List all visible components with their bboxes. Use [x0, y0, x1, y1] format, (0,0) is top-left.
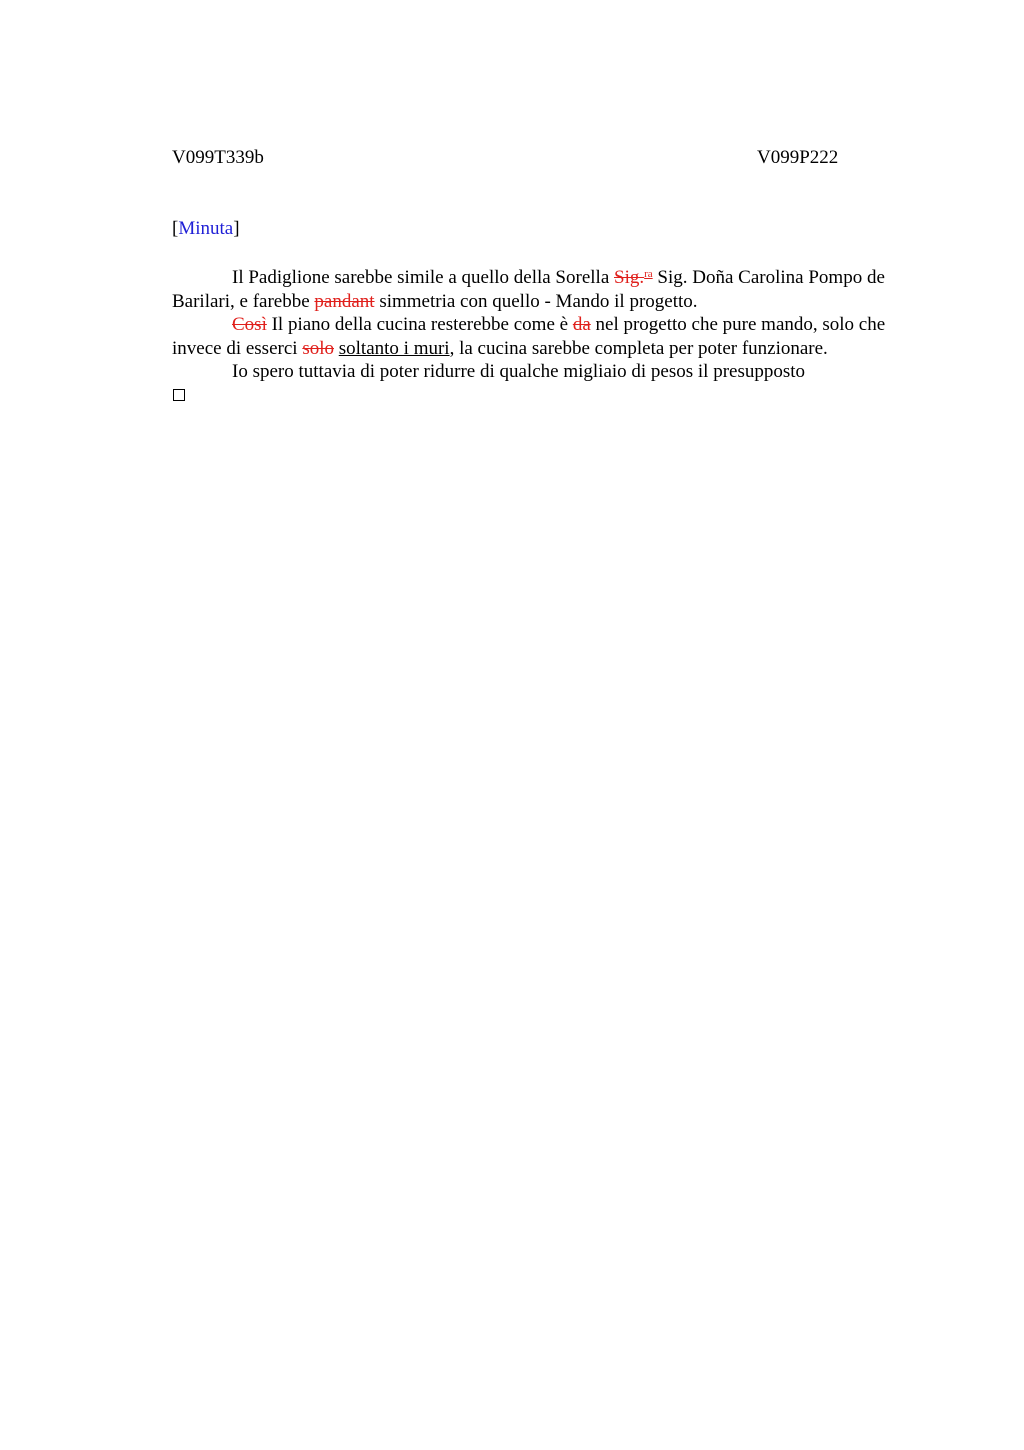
letter-body — [172, 266, 922, 384]
deleted-text: Così — [232, 314, 267, 335]
inserted-text: soltanto i muri — [338, 337, 450, 359]
text-run: , la cucina sarebbe completa per poter funzionare. — [449, 337, 828, 359]
text-run: Io spero tuttavia di poter ridurre di qualche migliaio di pesos il presupposto — [232, 361, 806, 382]
deleted-text: da — [572, 314, 591, 335]
section-label — [172, 218, 240, 240]
text-run: nel progetto che pure mando, solo che invece di esserci — [172, 314, 886, 359]
paragraph-2 — [172, 313, 922, 360]
text-run: Il piano della cucina resterebbe come è — [266, 314, 573, 335]
deleted-text — [614, 267, 653, 288]
close-bracket: ] — [233, 218, 240, 239]
deleted-text-run: Sig. — [614, 267, 645, 288]
document-id-left: V099T339b — [172, 147, 264, 168]
square-box-icon — [173, 389, 185, 401]
text-run: Sig. Doña Carolina Pompo de Barilari, e farebbe — [172, 267, 885, 312]
paragraph-1 — [172, 266, 922, 313]
text-run: simmetria con quello - Mando il progetto. — [374, 290, 698, 312]
document-id-right: V099P222 — [757, 147, 839, 168]
deleted-superscript: ra — [644, 268, 653, 280]
paragraph-3 — [172, 360, 922, 384]
minuta-link[interactable]: Minuta — [178, 218, 234, 239]
deleted-text: pandant — [314, 290, 375, 312]
text-run: Il Padiglione sarebbe simile a quello della Sorella — [232, 267, 615, 288]
open-bracket: [ — [172, 218, 179, 239]
deleted-text: solo — [302, 337, 334, 359]
